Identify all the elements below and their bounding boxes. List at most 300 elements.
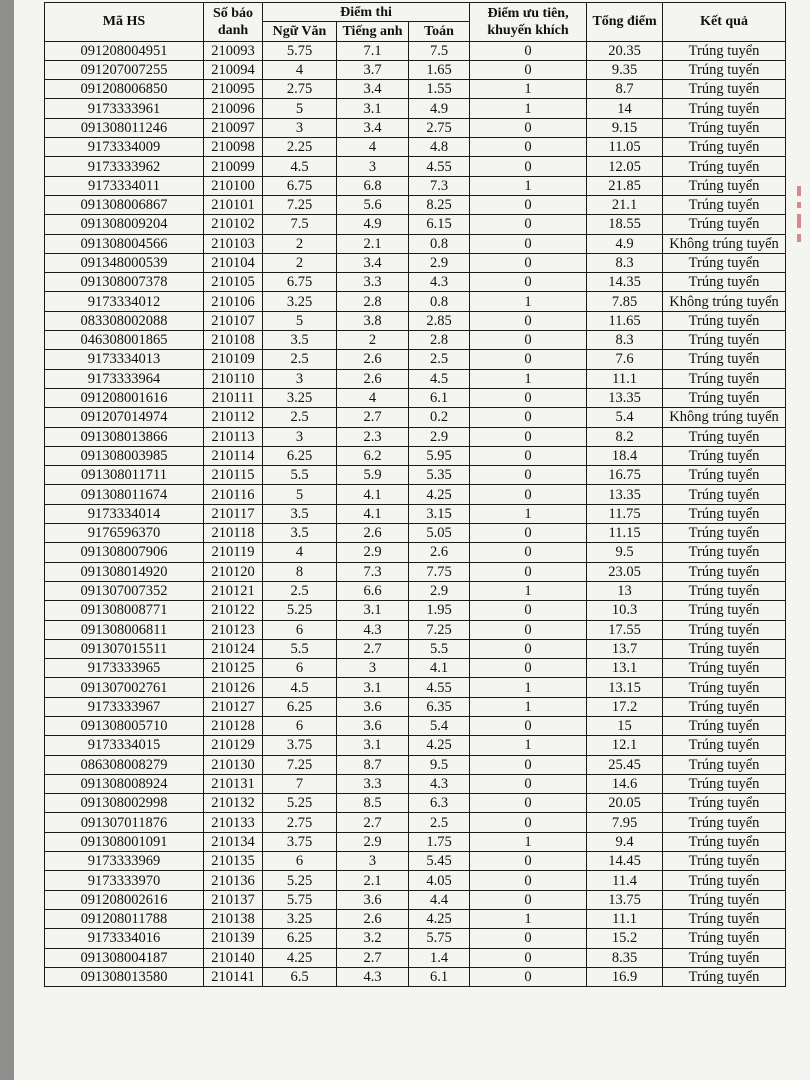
- cell-ngu-van: 3.25: [263, 388, 337, 407]
- cell-ngu-van: 4.25: [263, 948, 337, 967]
- cell-tieng-anh: 2.7: [337, 948, 409, 967]
- cell-ma-hs: 9173333965: [45, 659, 204, 678]
- cell-tong-diem: 4.9: [587, 234, 663, 253]
- table-row: [45, 504, 786, 523]
- cell-tong-diem: 18.4: [587, 446, 663, 465]
- cell-uu-tien: 0: [470, 466, 587, 485]
- cell-ket-qua: Trúng tuyển: [663, 369, 786, 388]
- cell-so-bao-danh: 210111: [204, 388, 263, 407]
- cell-tieng-anh: 4.3: [337, 620, 409, 639]
- header-ma-hs: Mã HS: [45, 3, 204, 42]
- cell-ket-qua: Trúng tuyển: [663, 813, 786, 832]
- cell-ngu-van: 6.75: [263, 273, 337, 292]
- cell-so-bao-danh: 210114: [204, 446, 263, 465]
- cell-ma-hs: 091208001616: [45, 388, 204, 407]
- table-row: [45, 774, 786, 793]
- cell-ket-qua: Trúng tuyển: [663, 331, 786, 350]
- cell-ket-qua: Trúng tuyển: [663, 909, 786, 928]
- cell-ma-hs: 091208006850: [45, 80, 204, 99]
- cell-uu-tien: 0: [470, 716, 587, 735]
- cell-ngu-van: 2.5: [263, 408, 337, 427]
- cell-tieng-anh: 4.9: [337, 215, 409, 234]
- cell-ket-qua: Trúng tuyển: [663, 871, 786, 890]
- cell-ket-qua: Trúng tuyển: [663, 176, 786, 195]
- cell-ngu-van: 6: [263, 716, 337, 735]
- cell-tong-diem: 9.5: [587, 543, 663, 562]
- cell-so-bao-danh: 210096: [204, 99, 263, 118]
- cell-ket-qua: Không trúng tuyển: [663, 408, 786, 427]
- cell-tieng-anh: 2.9: [337, 832, 409, 851]
- cell-tieng-anh: 2.3: [337, 427, 409, 446]
- cell-uu-tien: 0: [470, 118, 587, 137]
- table-row: [45, 562, 786, 581]
- cell-toan: 2.9: [409, 427, 470, 446]
- cell-ket-qua: Trúng tuyển: [663, 562, 786, 581]
- cell-ket-qua: Trúng tuyển: [663, 41, 786, 60]
- cell-uu-tien: 0: [470, 639, 587, 658]
- table-row: [45, 755, 786, 774]
- cell-so-bao-danh: 210139: [204, 929, 263, 948]
- cell-tong-diem: 14: [587, 99, 663, 118]
- cell-ngu-van: 4.5: [263, 157, 337, 176]
- cell-ma-hs: 091208004951: [45, 41, 204, 60]
- cell-ket-qua: Trúng tuyển: [663, 350, 786, 369]
- cell-ket-qua: Trúng tuyển: [663, 504, 786, 523]
- table-row: [45, 427, 786, 446]
- table-row: [45, 311, 786, 330]
- cell-tong-diem: 5.4: [587, 408, 663, 427]
- table-row: [45, 832, 786, 851]
- table-row: [45, 871, 786, 890]
- cell-toan: 2.5: [409, 350, 470, 369]
- cell-toan: 7.25: [409, 620, 470, 639]
- cell-ngu-van: 5.75: [263, 41, 337, 60]
- cell-tong-diem: 13: [587, 581, 663, 600]
- cell-toan: 1.65: [409, 60, 470, 79]
- table-row: [45, 948, 786, 967]
- cell-ma-hs: 091308007378: [45, 273, 204, 292]
- cell-ngu-van: 5: [263, 99, 337, 118]
- cell-ngu-van: 8: [263, 562, 337, 581]
- cell-toan: 6.35: [409, 697, 470, 716]
- cell-ngu-van: 7.25: [263, 195, 337, 214]
- table-row: [45, 543, 786, 562]
- cell-ma-hs: 091308011246: [45, 118, 204, 137]
- table-row: [45, 967, 786, 986]
- cell-tong-diem: 20.35: [587, 41, 663, 60]
- cell-uu-tien: 0: [470, 524, 587, 543]
- cell-tong-diem: 11.1: [587, 369, 663, 388]
- cell-ket-qua: Trúng tuyển: [663, 427, 786, 446]
- cell-tieng-anh: 3.1: [337, 601, 409, 620]
- cell-ngu-van: 4.5: [263, 678, 337, 697]
- table-row: [45, 909, 786, 928]
- cell-ket-qua: Trúng tuyển: [663, 118, 786, 137]
- cell-so-bao-danh: 210123: [204, 620, 263, 639]
- cell-ngu-van: 2.5: [263, 350, 337, 369]
- cell-uu-tien: 1: [470, 80, 587, 99]
- cell-ma-hs: 091307007352: [45, 581, 204, 600]
- cell-tieng-anh: 2.6: [337, 369, 409, 388]
- table-row: [45, 60, 786, 79]
- cell-so-bao-danh: 210122: [204, 601, 263, 620]
- table-row: [45, 118, 786, 137]
- cell-ngu-van: 3.75: [263, 736, 337, 755]
- cell-so-bao-danh: 210134: [204, 832, 263, 851]
- cell-ngu-van: 5.25: [263, 794, 337, 813]
- cell-uu-tien: 0: [470, 215, 587, 234]
- header-ngu-van: Ngữ Văn: [263, 22, 337, 41]
- cell-ket-qua: Trúng tuyển: [663, 543, 786, 562]
- cell-ket-qua: Trúng tuyển: [663, 215, 786, 234]
- cell-uu-tien: 1: [470, 369, 587, 388]
- cell-tieng-anh: 3.4: [337, 80, 409, 99]
- cell-tieng-anh: 3.4: [337, 253, 409, 272]
- cell-tieng-anh: 3.7: [337, 60, 409, 79]
- cell-tong-diem: 25.45: [587, 755, 663, 774]
- table-row: [45, 176, 786, 195]
- table-row: [45, 292, 786, 311]
- cell-ma-hs: 9173334015: [45, 736, 204, 755]
- cell-uu-tien: 0: [470, 755, 587, 774]
- cell-ngu-van: 6.5: [263, 967, 337, 986]
- cell-uu-tien: 1: [470, 504, 587, 523]
- cell-tong-diem: 8.3: [587, 253, 663, 272]
- cell-tieng-anh: 3.6: [337, 697, 409, 716]
- cell-so-bao-danh: 210131: [204, 774, 263, 793]
- table-row: [45, 273, 786, 292]
- cell-toan: 4.55: [409, 678, 470, 697]
- cell-ket-qua: Trúng tuyển: [663, 890, 786, 909]
- cell-toan: 4.3: [409, 774, 470, 793]
- cell-uu-tien: 1: [470, 99, 587, 118]
- cell-so-bao-danh: 210110: [204, 369, 263, 388]
- cell-ket-qua: Trúng tuyển: [663, 524, 786, 543]
- cell-toan: 5.5: [409, 639, 470, 658]
- cell-ngu-van: 2: [263, 253, 337, 272]
- cell-tong-diem: 18.55: [587, 215, 663, 234]
- cell-ket-qua: Trúng tuyển: [663, 794, 786, 813]
- cell-uu-tien: 0: [470, 774, 587, 793]
- cell-uu-tien: 0: [470, 388, 587, 407]
- cell-ma-hs: 9173333970: [45, 871, 204, 890]
- table-row: [45, 157, 786, 176]
- cell-ma-hs: 046308001865: [45, 331, 204, 350]
- cell-ngu-van: 2.75: [263, 813, 337, 832]
- cell-so-bao-danh: 210117: [204, 504, 263, 523]
- cell-tong-diem: 7.85: [587, 292, 663, 311]
- cell-ket-qua: Trúng tuyển: [663, 80, 786, 99]
- cell-so-bao-danh: 210103: [204, 234, 263, 253]
- cell-toan: 5.95: [409, 446, 470, 465]
- cell-tong-diem: 11.75: [587, 504, 663, 523]
- cell-tong-diem: 21.1: [587, 195, 663, 214]
- cell-tong-diem: 9.4: [587, 832, 663, 851]
- cell-tong-diem: 10.3: [587, 601, 663, 620]
- cell-ma-hs: 9173334016: [45, 929, 204, 948]
- cell-toan: 5.45: [409, 852, 470, 871]
- cell-ma-hs: 091308014920: [45, 562, 204, 581]
- cell-so-bao-danh: 210102: [204, 215, 263, 234]
- cell-uu-tien: 0: [470, 41, 587, 60]
- cell-uu-tien: 0: [470, 408, 587, 427]
- cell-ket-qua: Trúng tuyển: [663, 601, 786, 620]
- cell-tong-diem: 9.15: [587, 118, 663, 137]
- cell-uu-tien: 0: [470, 852, 587, 871]
- cell-uu-tien: 0: [470, 311, 587, 330]
- table-row: [45, 215, 786, 234]
- cell-toan: 4.55: [409, 157, 470, 176]
- cell-tieng-anh: 7.1: [337, 41, 409, 60]
- cell-uu-tien: 0: [470, 446, 587, 465]
- cell-so-bao-danh: 210106: [204, 292, 263, 311]
- cell-ket-qua: Trúng tuyển: [663, 466, 786, 485]
- cell-ma-hs: 9173333964: [45, 369, 204, 388]
- cell-tieng-anh: 2.6: [337, 909, 409, 928]
- cell-toan: 2.5: [409, 813, 470, 832]
- cell-so-bao-danh: 210121: [204, 581, 263, 600]
- cell-so-bao-danh: 210119: [204, 543, 263, 562]
- cell-ket-qua: Trúng tuyển: [663, 195, 786, 214]
- cell-uu-tien: 1: [470, 909, 587, 928]
- cell-uu-tien: 0: [470, 195, 587, 214]
- cell-tieng-anh: 3: [337, 659, 409, 678]
- cell-so-bao-danh: 210109: [204, 350, 263, 369]
- cell-tong-diem: 13.1: [587, 659, 663, 678]
- cell-toan: 4.8: [409, 138, 470, 157]
- cell-ma-hs: 9173333969: [45, 852, 204, 871]
- cell-toan: 1.95: [409, 601, 470, 620]
- cell-so-bao-danh: 210132: [204, 794, 263, 813]
- cell-uu-tien: 0: [470, 350, 587, 369]
- cell-ma-hs: 9173333967: [45, 697, 204, 716]
- cell-tieng-anh: 3.1: [337, 736, 409, 755]
- table-row: [45, 331, 786, 350]
- cell-toan: 4.25: [409, 736, 470, 755]
- cell-toan: 6.3: [409, 794, 470, 813]
- cell-so-bao-danh: 210140: [204, 948, 263, 967]
- cell-ma-hs: 091308008924: [45, 774, 204, 793]
- cell-tieng-anh: 3.8: [337, 311, 409, 330]
- cell-ket-qua: Trúng tuyển: [663, 832, 786, 851]
- cell-ma-hs: 091307015511: [45, 639, 204, 658]
- cell-so-bao-danh: 210097: [204, 118, 263, 137]
- cell-uu-tien: 0: [470, 138, 587, 157]
- table-row: [45, 639, 786, 658]
- cell-so-bao-danh: 210133: [204, 813, 263, 832]
- cell-ket-qua: Trúng tuyển: [663, 620, 786, 639]
- cell-ket-qua: Trúng tuyển: [663, 678, 786, 697]
- cell-tieng-anh: 2.6: [337, 524, 409, 543]
- cell-ket-qua: Trúng tuyển: [663, 929, 786, 948]
- cell-ngu-van: 6.25: [263, 929, 337, 948]
- cell-ma-hs: 091308003985: [45, 446, 204, 465]
- cell-ma-hs: 091307002761: [45, 678, 204, 697]
- cell-ma-hs: 9173334012: [45, 292, 204, 311]
- cell-tieng-anh: 3.4: [337, 118, 409, 137]
- table-row: [45, 716, 786, 735]
- table-row: [45, 890, 786, 909]
- cell-tong-diem: 8.2: [587, 427, 663, 446]
- table-row: [45, 446, 786, 465]
- header-uu-tien: Điểm ưu tiên, khuyến khích: [470, 3, 587, 42]
- cell-ket-qua: Trúng tuyển: [663, 967, 786, 986]
- cell-tieng-anh: 4: [337, 138, 409, 157]
- table-row: [45, 620, 786, 639]
- cell-ngu-van: 3.25: [263, 292, 337, 311]
- cell-tieng-anh: 2: [337, 331, 409, 350]
- header-tieng-anh: Tiếng anh: [337, 22, 409, 41]
- cell-ket-qua: Trúng tuyển: [663, 716, 786, 735]
- table-row: [45, 581, 786, 600]
- table-row: [45, 466, 786, 485]
- cell-tieng-anh: 3: [337, 852, 409, 871]
- table-body: [45, 41, 786, 987]
- cell-ket-qua: Trúng tuyển: [663, 639, 786, 658]
- cell-ket-qua: Trúng tuyển: [663, 253, 786, 272]
- cell-ket-qua: Trúng tuyển: [663, 138, 786, 157]
- cell-uu-tien: 0: [470, 485, 587, 504]
- cell-ngu-van: 2.25: [263, 138, 337, 157]
- cell-tong-diem: 23.05: [587, 562, 663, 581]
- cell-so-bao-danh: 210108: [204, 331, 263, 350]
- cell-tong-diem: 13.35: [587, 485, 663, 504]
- cell-toan: 2.8: [409, 331, 470, 350]
- cell-so-bao-danh: 210115: [204, 466, 263, 485]
- cell-tong-diem: 14.6: [587, 774, 663, 793]
- cell-toan: 1.4: [409, 948, 470, 967]
- table-row: [45, 485, 786, 504]
- table-row: [45, 794, 786, 813]
- cell-ma-hs: 091207014974: [45, 408, 204, 427]
- cell-ket-qua: Trúng tuyển: [663, 736, 786, 755]
- cell-toan: 7.3: [409, 176, 470, 195]
- table-row: [45, 388, 786, 407]
- cell-toan: 7.75: [409, 562, 470, 581]
- cell-uu-tien: 0: [470, 967, 587, 986]
- cell-tieng-anh: 6.6: [337, 581, 409, 600]
- table-row: [45, 929, 786, 948]
- cell-toan: 4.9: [409, 99, 470, 118]
- cell-ket-qua: Trúng tuyển: [663, 755, 786, 774]
- cell-uu-tien: 0: [470, 890, 587, 909]
- cell-tong-diem: 11.15: [587, 524, 663, 543]
- cell-ngu-van: 6: [263, 620, 337, 639]
- cell-ket-qua: Trúng tuyển: [663, 485, 786, 504]
- cell-ngu-van: 4: [263, 543, 337, 562]
- cell-toan: 0.8: [409, 234, 470, 253]
- cell-ngu-van: 5.75: [263, 890, 337, 909]
- cell-ngu-van: 7: [263, 774, 337, 793]
- cell-ma-hs: 9176596370: [45, 524, 204, 543]
- cell-tong-diem: 17.55: [587, 620, 663, 639]
- cell-ngu-van: 2: [263, 234, 337, 253]
- cell-tong-diem: 16.75: [587, 466, 663, 485]
- cell-tong-diem: 13.75: [587, 890, 663, 909]
- table-row: [45, 601, 786, 620]
- cell-toan: 8.25: [409, 195, 470, 214]
- cell-so-bao-danh: 210094: [204, 60, 263, 79]
- cell-tieng-anh: 7.3: [337, 562, 409, 581]
- cell-toan: 6.1: [409, 388, 470, 407]
- cell-ma-hs: 091308006811: [45, 620, 204, 639]
- cell-ket-qua: Trúng tuyển: [663, 852, 786, 871]
- table-row: [45, 369, 786, 388]
- cell-so-bao-danh: 210138: [204, 909, 263, 928]
- cell-tong-diem: 13.7: [587, 639, 663, 658]
- cell-ket-qua: Trúng tuyển: [663, 659, 786, 678]
- cell-ket-qua: Trúng tuyển: [663, 774, 786, 793]
- cell-ngu-van: 3.5: [263, 331, 337, 350]
- cell-ngu-van: 3.25: [263, 909, 337, 928]
- cell-so-bao-danh: 210107: [204, 311, 263, 330]
- cell-so-bao-danh: 210098: [204, 138, 263, 157]
- cell-toan: 9.5: [409, 755, 470, 774]
- cell-uu-tien: 0: [470, 253, 587, 272]
- cell-tong-diem: 16.9: [587, 967, 663, 986]
- cell-ma-hs: 091308007906: [45, 543, 204, 562]
- cell-toan: 4.25: [409, 485, 470, 504]
- cell-ket-qua: Trúng tuyển: [663, 60, 786, 79]
- cell-so-bao-danh: 210135: [204, 852, 263, 871]
- cell-toan: 1.75: [409, 832, 470, 851]
- cell-tong-diem: 11.1: [587, 909, 663, 928]
- cell-ma-hs: 091308009204: [45, 215, 204, 234]
- cell-uu-tien: 0: [470, 929, 587, 948]
- cell-toan: 5.75: [409, 929, 470, 948]
- cell-ma-hs: 9173334014: [45, 504, 204, 523]
- table-row: [45, 138, 786, 157]
- cell-tieng-anh: 6.2: [337, 446, 409, 465]
- cell-tieng-anh: 3.6: [337, 716, 409, 735]
- cell-tieng-anh: 2.7: [337, 639, 409, 658]
- cell-ket-qua: Trúng tuyển: [663, 948, 786, 967]
- cell-uu-tien: 0: [470, 543, 587, 562]
- cell-uu-tien: 0: [470, 157, 587, 176]
- results-table: [44, 2, 786, 987]
- cell-so-bao-danh: 210112: [204, 408, 263, 427]
- cell-tong-diem: 12.1: [587, 736, 663, 755]
- cell-tieng-anh: 4.1: [337, 504, 409, 523]
- cell-tieng-anh: 2.1: [337, 871, 409, 890]
- cell-tieng-anh: 3.2: [337, 929, 409, 948]
- cell-so-bao-danh: 210116: [204, 485, 263, 504]
- cell-ngu-van: 6.25: [263, 697, 337, 716]
- cell-so-bao-danh: 210137: [204, 890, 263, 909]
- cell-ket-qua: Trúng tuyển: [663, 157, 786, 176]
- cell-ngu-van: 7.25: [263, 755, 337, 774]
- table-row: [45, 852, 786, 871]
- cell-ma-hs: 091308011711: [45, 466, 204, 485]
- cell-ngu-van: 6.75: [263, 176, 337, 195]
- cell-toan: 5.4: [409, 716, 470, 735]
- cell-so-bao-danh: 210136: [204, 871, 263, 890]
- cell-ma-hs: 091348000539: [45, 253, 204, 272]
- cell-tong-diem: 9.35: [587, 60, 663, 79]
- cell-uu-tien: 1: [470, 292, 587, 311]
- cell-toan: 0.8: [409, 292, 470, 311]
- cell-so-bao-danh: 210099: [204, 157, 263, 176]
- cell-tieng-anh: 8.5: [337, 794, 409, 813]
- table-row: [45, 659, 786, 678]
- cell-ngu-van: 5.5: [263, 639, 337, 658]
- cell-tong-diem: 14.35: [587, 273, 663, 292]
- cell-uu-tien: 0: [470, 813, 587, 832]
- cell-ket-qua: Không trúng tuyển: [663, 292, 786, 311]
- cell-uu-tien: 1: [470, 697, 587, 716]
- cell-ma-hs: 091208011788: [45, 909, 204, 928]
- cell-ma-hs: 091308006867: [45, 195, 204, 214]
